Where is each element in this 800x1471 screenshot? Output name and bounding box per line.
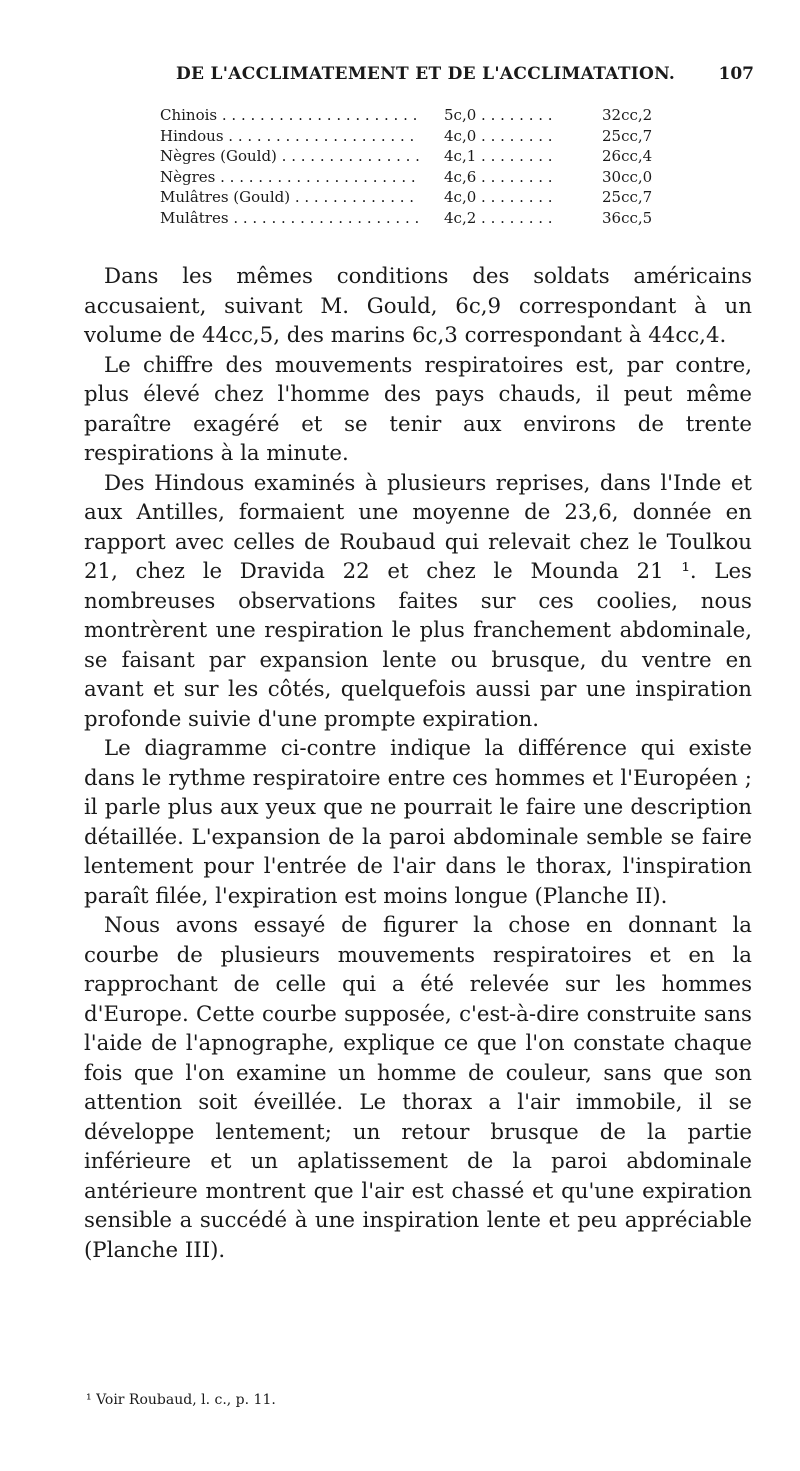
row-label: Chinois . . . [160,105,420,126]
row-value-2: 32cc,2 [602,106,653,124]
paragraph: Dans les mêmes conditions des soldats américains accusaient, suivant M. Gould, 6c,9 correspondant à un volume de 44cc,5, des marins 6c,3 correspondant à 44cc,4. [84,264,752,348]
running-header: DE L'ACCLIMATEMENT ET DE L'ACCLIMATATION. [176,64,676,84]
row-value-1: 4c,1 . . . [444,146,570,167]
row-value-2: 25cc,7 [602,126,653,145]
row-value-1: 4c,0 . . . [444,126,570,147]
row-value-2: 25cc,7 [602,188,653,206]
row-label: Nègres (Gould) . . . [160,146,420,167]
paragraph: Des Hindous examinés à plusieurs reprises, dans l'Inde et aux Antilles, formaient une moyenne de 23,6, donnée en rapport avec celles de Roubaud qui relevait chez le Toulkou 21, chez le Dravida 22 et chez le Mounda 21 ¹. Les nombreuses observations faites sur ces coolies, nous montrèrent une respiration le plus franchement abdominale, se faisant par expansion lente ou brusque, du ventre en avant et sur les côtés, quelquefois aussi par une inspiration profonde suivie d'une prompte expiration. [84,470,752,732]
page-number: 107 [718,64,754,84]
row-value-2: 36cc,5 [602,208,653,227]
row-value-1: 4c,2 . . . [444,208,570,229]
row-value-1: 4c,0 . . . [444,187,570,208]
row-value-2: 30cc,0 [602,167,653,186]
body-text [84,262,752,1265]
row-value-1: 5c,0 . . . [444,105,570,126]
paragraph: Nous avons essayé de figurer la chose en donnant la courbe de plusieurs mouvements respiratoires et en la rapprochant de celle qui a été relevée sur les hommes d'Europe. Cette courbe supposée, c'est-à-dire construite sans l'aide de l'apnographe, explique ce que l'on constate chaque fois que l'on examine un homme de couleur, sans que son attention soit éveillée. Le thorax a l'air immobile, il se développe lentement; un retour brusque de la partie inférieure et un aplatissement de la paroi abdominale antérieure montrent que l'air est chassé et qu'une expiration sensible a succédé à une inspiration lente et peu appréciable (Planche III). [84,913,752,1263]
row-label: Mulâtres . . . [160,208,420,229]
row-label: Hindous . . . [160,126,420,147]
row-value-2: 26cc,4 [602,147,653,165]
row-label: Nègres . . . [160,167,420,188]
footnote: ¹ Voir Roubaud, l. c., p. 11. [86,1392,276,1408]
paragraph: Le chiffre des mouvements respiratoires est, par contre, plus élevé chez l'homme des pays chauds, il peut même paraître exagéré et se tenir aux environs de trente respirations à la minute. [84,352,752,466]
paragraph: Le diagramme ci-contre indique la différence qui existe dans le rythme respiratoire entre ces hommes et l'Européen ; il parle plus aux yeux que ne pourrait le faire une description détaillée. L'expansion de la paroi abdominale semble se faire lentement pour l'entrée de l'air dans le thorax, l'inspiration paraît filée, l'expiration est moins longue (Planche II). [84,736,752,909]
row-label: Mulâtres (Gould) . . . [160,187,420,208]
row-value-1: 4c,6 . . . [444,167,570,188]
